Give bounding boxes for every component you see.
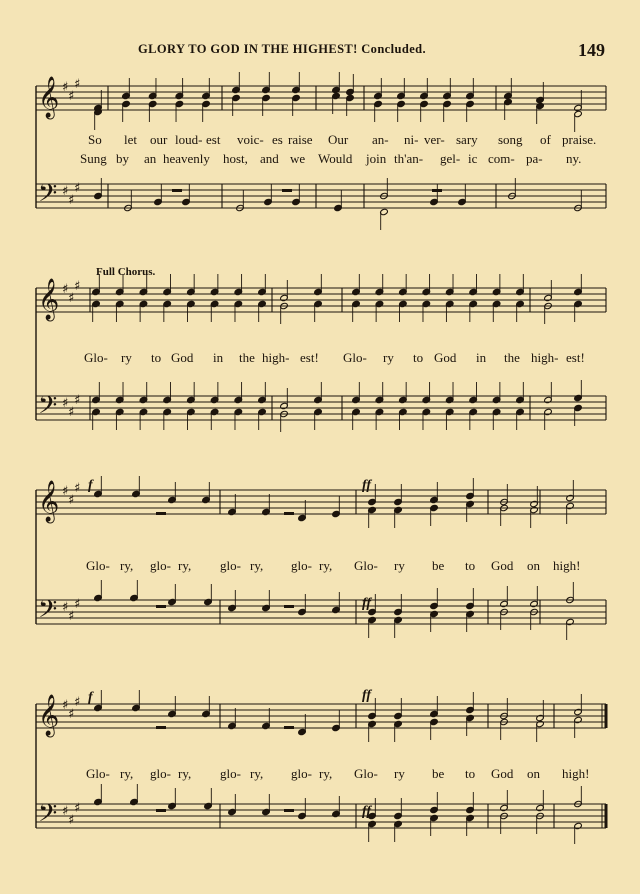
syllable: Glo-	[354, 558, 378, 573]
music-system-1	[0, 70, 640, 245]
whole-rest-icon	[284, 512, 294, 515]
whole-rest-icon	[172, 189, 182, 192]
syllable: song	[498, 132, 523, 147]
syllable: ry,	[120, 558, 134, 573]
whole-rest-icon	[282, 189, 292, 192]
treble-clef-icon: 𝄞	[38, 77, 60, 118]
music-system-2	[0, 262, 640, 442]
syllable: on	[527, 558, 540, 573]
syllable: high!	[562, 766, 590, 781]
syllable: host,	[223, 151, 248, 166]
sharp-icon: ♯	[74, 393, 81, 408]
syllable: to	[413, 350, 424, 365]
syllable: ver-	[424, 132, 445, 147]
dynamic-fortissimo: ff	[362, 804, 372, 819]
syllable: Glo-	[354, 766, 378, 781]
sharp-icon: ♯	[62, 396, 69, 411]
syllable: we	[290, 151, 306, 166]
lyric-line-3	[0, 558, 640, 576]
syllable: ry,	[250, 558, 264, 573]
syllable: God	[491, 766, 514, 781]
dynamic-fortissimo: ff	[362, 688, 372, 703]
treble-clef-icon: 𝄞	[38, 481, 60, 522]
whole-rest-icon	[284, 726, 294, 729]
syllable: high!	[553, 558, 581, 573]
syllable: ic	[468, 151, 478, 166]
syllable: praise.	[562, 132, 597, 147]
lyric-line-1-verse-1	[0, 132, 640, 150]
sharp-icon: ♯	[68, 609, 75, 624]
page-number: 149	[578, 40, 605, 60]
syllable: high-	[531, 350, 559, 365]
sharp-icon: ♯	[74, 481, 81, 496]
syllable: Our	[328, 132, 349, 147]
syllable: of	[540, 132, 551, 147]
syllable: the	[239, 350, 255, 365]
syllable: on	[527, 766, 540, 781]
whole-rest-icon	[284, 605, 294, 608]
sharp-icon: ♯	[74, 181, 81, 196]
sharp-icon: ♯	[68, 89, 75, 104]
sharp-icon: ♯	[62, 80, 69, 95]
syllable: Glo-	[86, 766, 110, 781]
sharp-icon: ♯	[62, 600, 69, 615]
sharp-icon: ♯	[74, 695, 81, 710]
syllable: est!	[300, 350, 319, 365]
syllable: Would	[318, 151, 353, 166]
sharp-icon: ♯	[62, 698, 69, 713]
syllable: to	[151, 350, 162, 365]
dynamic-fortissimo: ff	[362, 596, 372, 611]
syllable: to	[465, 558, 476, 573]
lyric-line-4	[0, 766, 640, 784]
syllable: to	[465, 766, 476, 781]
music-system-4	[0, 682, 640, 862]
syllable: gel-	[440, 151, 461, 166]
sharp-icon: ♯	[62, 484, 69, 499]
syllable: sary	[456, 132, 478, 147]
treble-clef-icon: 𝄞	[38, 279, 60, 320]
whole-rest-icon	[156, 605, 166, 608]
music-system-3	[0, 472, 640, 652]
syllable: voic-	[237, 132, 264, 147]
syllable: glo-	[291, 558, 312, 573]
sharp-icon: ♯	[74, 77, 81, 92]
syllable: Glo-	[84, 350, 108, 365]
syllable: ry,	[319, 558, 333, 573]
syllable: ry	[394, 558, 405, 573]
syllable: glo-	[150, 766, 171, 781]
syllable: Glo-	[343, 350, 367, 365]
syllable: loud-	[175, 132, 203, 147]
bass-clef-icon: 𝄢	[38, 391, 58, 426]
whole-rest-icon	[284, 809, 294, 812]
syllable: ni-	[404, 132, 419, 147]
tempo-direction: Full Chorus.	[96, 266, 156, 278]
syllable: our	[150, 132, 168, 147]
sharp-icon: ♯	[62, 282, 69, 297]
syllable: ry,	[120, 766, 134, 781]
syllable: glo-	[220, 558, 241, 573]
page-header	[0, 40, 640, 64]
syllable: ry	[121, 350, 132, 365]
syllable: and	[260, 151, 279, 166]
sharp-icon: ♯	[62, 804, 69, 819]
syllable: join	[366, 151, 387, 166]
syllable: est!	[566, 350, 585, 365]
syllable: an	[144, 151, 157, 166]
sharp-icon: ♯	[68, 193, 75, 208]
treble-clef-icon: 𝄞	[38, 695, 60, 736]
syllable: es	[272, 132, 283, 147]
syllable: Sung	[80, 151, 107, 166]
syllable: be	[432, 558, 445, 573]
syllable: pa-	[526, 151, 543, 166]
bass-clef-icon: 𝄢	[38, 799, 58, 834]
syllable: glo-	[291, 766, 312, 781]
whole-rest-icon	[432, 189, 442, 192]
syllable: raise	[288, 132, 313, 147]
syllable: in	[213, 350, 224, 365]
syllable: heavenly	[163, 151, 210, 166]
sharp-icon: ♯	[62, 184, 69, 199]
sharp-icon: ♯	[68, 707, 75, 722]
syllable: God	[491, 558, 514, 573]
lyric-line-2	[0, 350, 640, 368]
dynamic-forte: f	[88, 690, 93, 705]
sharp-icon: ♯	[68, 493, 75, 508]
syllable: Glo-	[86, 558, 110, 573]
lyric-line-1-verse-2	[0, 151, 640, 169]
syllable: by	[116, 151, 129, 166]
sharp-icon: ♯	[68, 291, 75, 306]
syllable: the	[504, 350, 520, 365]
whole-rest-icon	[156, 809, 166, 812]
syllable: th'an-	[394, 151, 424, 166]
syllable: So	[88, 132, 102, 147]
syllable: ry,	[319, 766, 333, 781]
syllable: high-	[262, 350, 290, 365]
hymn-title: GLORY TO GOD IN THE HIGHEST! Concluded.	[138, 42, 427, 56]
syllable: in	[476, 350, 487, 365]
syllable: be	[432, 766, 445, 781]
sharp-icon: ♯	[68, 405, 75, 420]
dynamic-forte: f	[88, 478, 93, 493]
whole-rest-icon	[156, 512, 166, 515]
syllable: ry,	[178, 558, 192, 573]
syllable: God	[171, 350, 194, 365]
syllable: ny.	[566, 151, 582, 166]
syllable: ry,	[250, 766, 264, 781]
sharp-icon: ♯	[74, 597, 81, 612]
syllable: let	[124, 132, 137, 147]
syllable: ry	[383, 350, 394, 365]
syllable: ry	[394, 766, 405, 781]
bass-clef-icon: 𝄢	[38, 595, 58, 630]
sharp-icon: ♯	[74, 801, 81, 816]
syllable: est	[206, 132, 221, 147]
sharp-icon: ♯	[68, 813, 75, 828]
syllable: ry,	[178, 766, 192, 781]
syllable: an-	[372, 132, 389, 147]
syllable: com-	[488, 151, 515, 166]
syllable: glo-	[150, 558, 171, 573]
syllable: God	[434, 350, 457, 365]
whole-rest-icon	[156, 726, 166, 729]
sharp-icon: ♯	[74, 279, 81, 294]
syllable: glo-	[220, 766, 241, 781]
dynamic-fortissimo: ff	[362, 478, 372, 493]
bass-clef-icon: 𝄢	[38, 179, 58, 214]
